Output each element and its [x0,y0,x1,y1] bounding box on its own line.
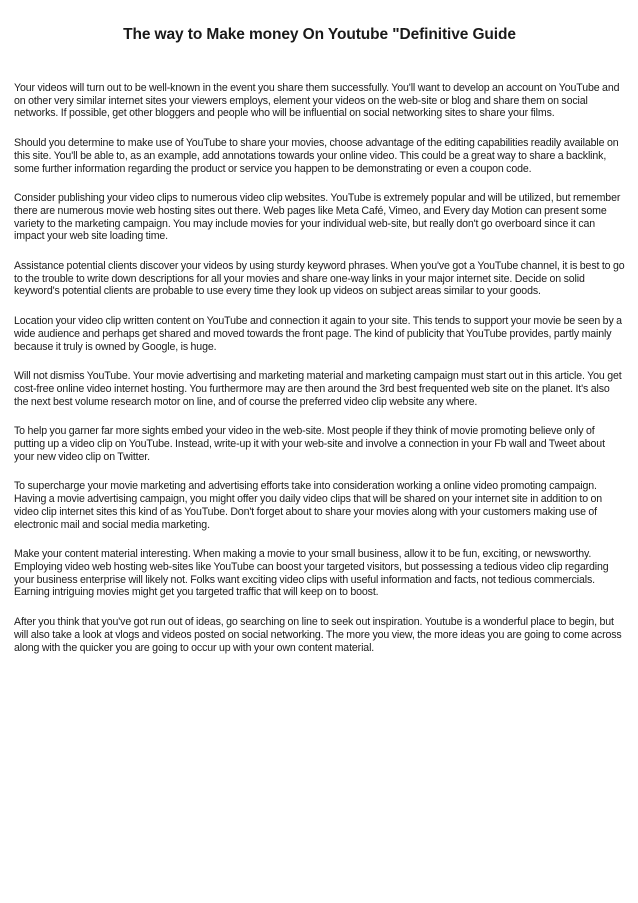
paragraph-9: Make your content material interesting. When making a movie to your small business, allow it to be fun, exciting, or newsworthy. Employing video web hosting web-sites like YouTube can boost your targeted visitors, but possessing a tedious video clip regarding your business enterprise will likely not. Folks want exciting video clips with useful information and facts, not tedious commercials. Earning intriguing movies might get you targeted traffic that will keep on to boost. [14,548,609,599]
paragraph-4: Assistance potential clients discover your videos by using sturdy keyword phrases. When you've got a YouTube channel, it is best to go to the trouble to write down descriptions for all your movies and share one-way links in your major internet site. Decide on solid keyword's potential clients are probable to use every time they look up videos on subject areas similar to your goods. [14,260,625,298]
paragraph-3: Consider publishing your video clips to numerous video clip websites. YouTube is extremely popular and will be utilized, but remember there are numerous movie web hosting sites out there. Web pages like Meta Café, Vimeo, and Every day Motion can present some variety to the marketing campaign. You may include movies for your individual web-site, but really don't go overboard since it can impact your web site loading time. [14,192,621,243]
paragraph-1: Your videos will turn out to be well-known in the event you share them successfully. You'll want to develop an account on YouTube and on other very similar internet sites your viewers employs, element your videos on the web-site or blog and share them on social networks. If possible, get other bloggers and people who will be influential on social networking sites to share your films. [14,82,620,120]
page-title: The way to Make money On Youtube "Definitive Guide [123,26,516,43]
paragraph-10: After you think that you've got run out of ideas, go searching on line to seek out inspiration. Youtube is a wonderful place to begin, but will also take a look at vlogs and videos posted on social networking. The more you view, the more ideas you are going to come across along with the quicker you are going to occur up with your own content material. [14,616,622,654]
paragraph-7: To help you garner far more sights embed your video in the web-site. Most people if they think of movie promoting believe only of putting up a video clip on YouTube. Instead, write-up it with your web-site and involve a connection in your Fb wall and Tweet about your new video clip on Twitter. [14,425,605,463]
paragraph-6: Will not dismiss YouTube. Your movie advertising and marketing material and marketing campaign must start out in this article. You get cost-free online video internet hosting. You furthermore may are then around the 3rd best frequented web site on the planet. It's also the next best volume research motor on line, and of course the preferred video clip website any where. [14,370,622,408]
paragraph-2: Should you determine to make use of YouTube to share your movies, choose advantage of the editing capabilities readily available on this site. You'll be able to, as an example, add annotations towards your online video. This could be a great way to share a backlink, some further information regarding the product or service you happen to be demonstrating or even a coupon code. [14,137,619,175]
paragraph-8: To supercharge your movie marketing and advertising efforts take into consideration working a online video promoting campaign. Having a movie advertising campaign, you might offer you daily video clips that will be shared on your internet site in addition to on video clip internet sites this kind of as YouTube. Don't forget about to share your movies along with your customers making use of electronic mail and social media marketing. [14,480,603,531]
paragraph-5: Location your video clip written content on YouTube and connection it again to your site. This tends to support your movie be seen by a wide audience and perhaps get shared and moved towards the front page. The kind of publicity that YouTube provides, partly mainly because it truly is owned by Google, is huge. [14,315,622,353]
